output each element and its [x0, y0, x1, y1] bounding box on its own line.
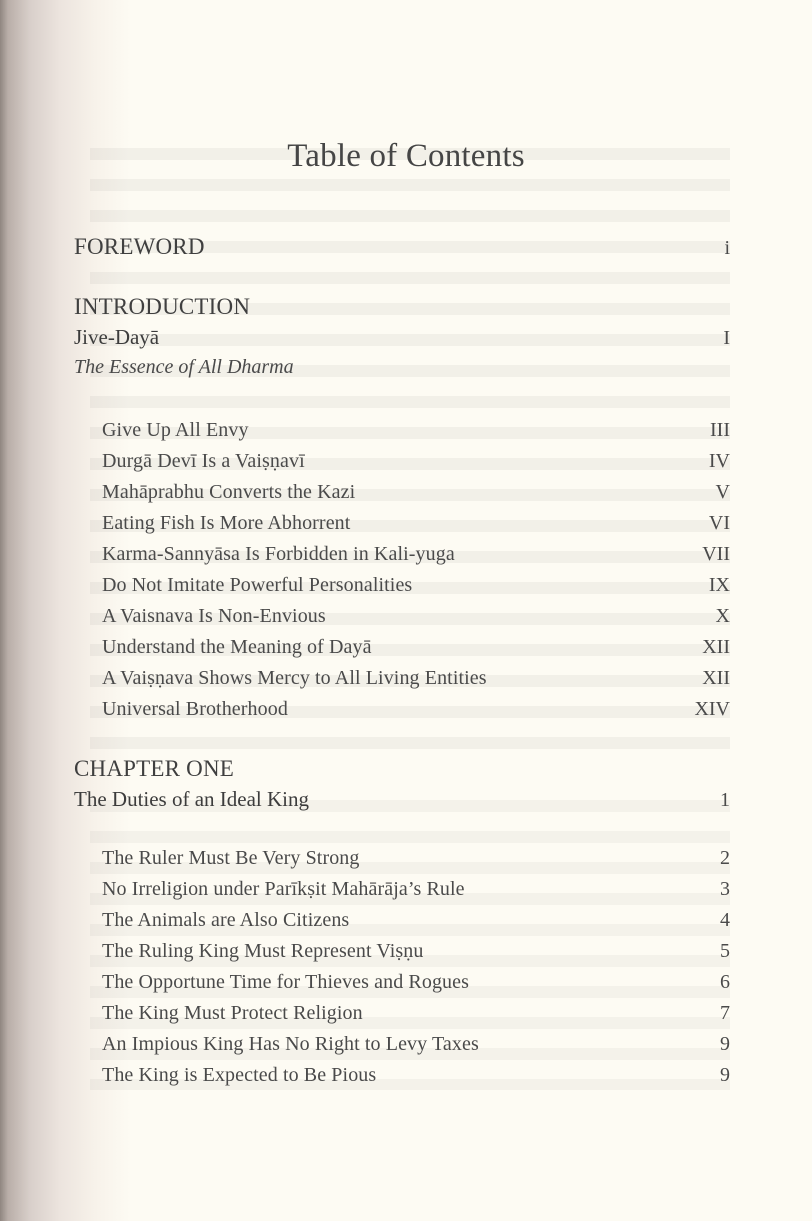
page-number: XII [702, 667, 730, 689]
page-number: 2 [720, 847, 730, 869]
show-through-text [90, 138, 730, 758]
toc-chapter-title [74, 325, 730, 350]
page-number: 4 [720, 909, 730, 931]
entry-label: An Impious King Has No Right to Levy Taxes [102, 1033, 479, 1055]
chapter-title: Jive-Dayā [74, 325, 160, 349]
page-number: V [715, 481, 730, 503]
toc-entry [102, 698, 730, 721]
toc-entry [102, 481, 730, 504]
toc-chapter-title [74, 787, 730, 812]
toc-entry [102, 512, 730, 535]
entry-label: The King is Expected to Be Pious [102, 1064, 377, 1086]
page-number: 9 [720, 1064, 730, 1086]
page-number: 7 [720, 1002, 730, 1024]
entry-label: Understand the Meaning of Dayā [102, 636, 372, 658]
toc-entry [102, 574, 730, 597]
entry-label: The Ruling King Must Represent Viṣṇu [102, 940, 424, 962]
toc-entry [102, 1064, 730, 1087]
toc-entry [102, 1002, 730, 1025]
page-title: Table of Contents [287, 138, 525, 174]
toc-entry [102, 636, 730, 659]
page-number: IX [708, 574, 730, 596]
entry-label: Karma-Sannyāsa Is Forbidden in Kali-yuga [102, 543, 455, 565]
page-number: 3 [720, 878, 730, 900]
toc-entry [102, 605, 730, 628]
page-number: VI [708, 512, 730, 534]
toc-entry [102, 847, 730, 870]
page-number: 1 [720, 789, 730, 811]
toc-entry [102, 450, 730, 473]
page-number: IV [708, 450, 730, 472]
page-number: XII [702, 636, 730, 658]
entry-label: A Vaisnava Is Non-Envious [102, 605, 326, 627]
entry-label: Mahāprabhu Converts the Kazi [102, 481, 356, 503]
page-number: i [724, 237, 730, 259]
toc-entry [102, 667, 730, 690]
entry-label: A Vaiṣṇava Shows Mercy to All Living Entities [102, 667, 487, 689]
page-number: VII [702, 543, 730, 565]
page-number: 6 [720, 971, 730, 993]
entry-label: The Animals are Also Citizens [102, 909, 350, 931]
toc-entry [102, 909, 730, 932]
entry-label: Durgā Devī Is a Vaiṣṇavī [102, 450, 305, 472]
toc-entry [102, 419, 730, 442]
page-number: I [723, 327, 730, 349]
entry-label: The Opportune Time for Thieves and Rogues [102, 971, 470, 993]
page-number: 5 [720, 940, 730, 962]
entry-label: Give Up All Envy [102, 419, 249, 441]
toc-entry [102, 878, 730, 901]
entry-label: The King Must Protect Religion [102, 1002, 363, 1024]
entry-label: Eating Fish Is More Abhorrent [102, 512, 351, 534]
entry-label: The Ruler Must Be Very Strong [102, 847, 360, 869]
toc-foreword [74, 234, 730, 260]
toc-entry [102, 971, 730, 994]
toc-entry [102, 940, 730, 963]
chapter-title: The Duties of an Ideal King [74, 787, 310, 811]
section-heading: INTRODUCTION [74, 294, 251, 319]
toc-introduction [74, 294, 730, 320]
entry-label: Universal Brotherhood [102, 698, 288, 720]
section-heading: CHAPTER ONE [74, 756, 235, 781]
page-number: X [715, 605, 730, 627]
page-number: III [710, 419, 730, 441]
toc-chapter-one [74, 756, 730, 782]
chapter-subtitle: The Essence of All Dharma [74, 356, 294, 378]
entry-label: No Irreligion under Parīkṣit Mahārāja’s Rule [102, 878, 465, 900]
entry-label: Do Not Imitate Powerful Personalities [102, 574, 413, 596]
page-number: XIV [694, 698, 730, 720]
section-heading: FOREWORD [74, 234, 205, 259]
toc-entry [102, 1033, 730, 1056]
page-number: 9 [720, 1033, 730, 1055]
toc-entry [102, 543, 730, 566]
toc-subtitle [74, 356, 730, 379]
